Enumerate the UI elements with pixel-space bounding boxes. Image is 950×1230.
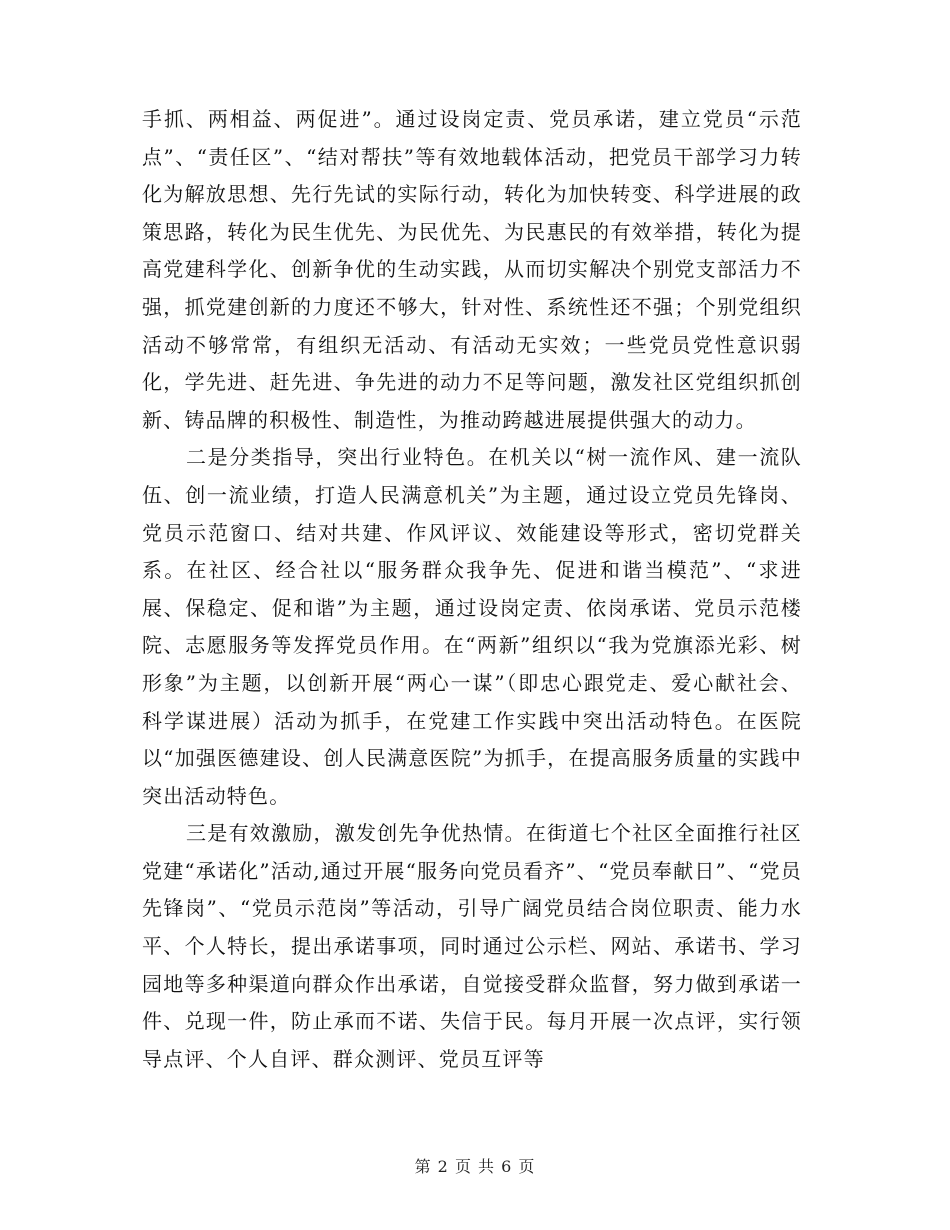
- document-body: [142, 101, 802, 1078]
- paragraph-effective-incentives: 三是有效激励，激发创先争优热情。在街道七个社区全面推行社区党建“承诺化”活动,通过开展“服务向党员看齐”、“党员奉献日”、“党员先锋岗”、“党员示范岗”等活动，引导广阔党员结合岗位职责、能力水平、个人特长，提出承诺事项，同时通过公示栏、网站、承诺书、学习园地等多种渠道向群众作出承诺，自觉接受群众监督，努力做到承诺一件、兑现一件，防止承而不诺、失信于民。每月开展一次点评，实行领导点评、个人自评、群众测评、党员互评等: [142, 821, 802, 1071]
- page-number-footer: 第 2 页 共 6 页: [414, 1157, 536, 1176]
- paragraph-classified-guidance: 二是分类指导，突出行业特色。在机关以“树一流作风、建一流队伍、创一流业绩，打造人民满意机关”为主题，通过设立党员先锋岗、党员示范窗口、结对共建、作风评议、效能建设等形式，密切党群关系。在社区、经合社以“服务群众我争先、促进和谐当模范”、“求进展、保稳定、促和谐”为主题，通过设岗定责、依岗承诺、党员示范楼院、志愿服务等发挥党员作用。在“两新”组织以“我为党旗添光彩、树形象”为主题，以创新开展“两心一谋”（即忠心跟党走、爱心献社会、科学谋进展）活动为抓手，在党建工作实践中突出活动特色。在医院以“加强医德建设、创人民满意医院”为抓手，在提高服务质量的实践中突出活动特色。: [142, 445, 802, 808]
- paragraph-continuation: 手抓、两相益、两促进”。通过设岗定责、党员承诺，建立党员“示范点”、“责任区”、“结对帮扶”等有效地载体活动，把党员干部学习力转化为解放思想、先行先试的实际行动，转化为加快转变、科学进展的政策思路，转化为民生优先、为民优先、为民惠民的有效举措，转化为提高党建科学化、创新争优的生动实践，从而切实解决个别党支部活力不强，抓党建创新的力度还不够大，针对性、系统性还不强；个别党组织活动不够常常，有组织无活动、有活动无实效；一些党员党性意识弱化，学先进、赶先进、争先进的动力不足等问题，激发社区党组织抓创新、铸品牌的积极性、制造性，为推动跨越进展提供强大的动力。: [142, 107, 802, 432]
